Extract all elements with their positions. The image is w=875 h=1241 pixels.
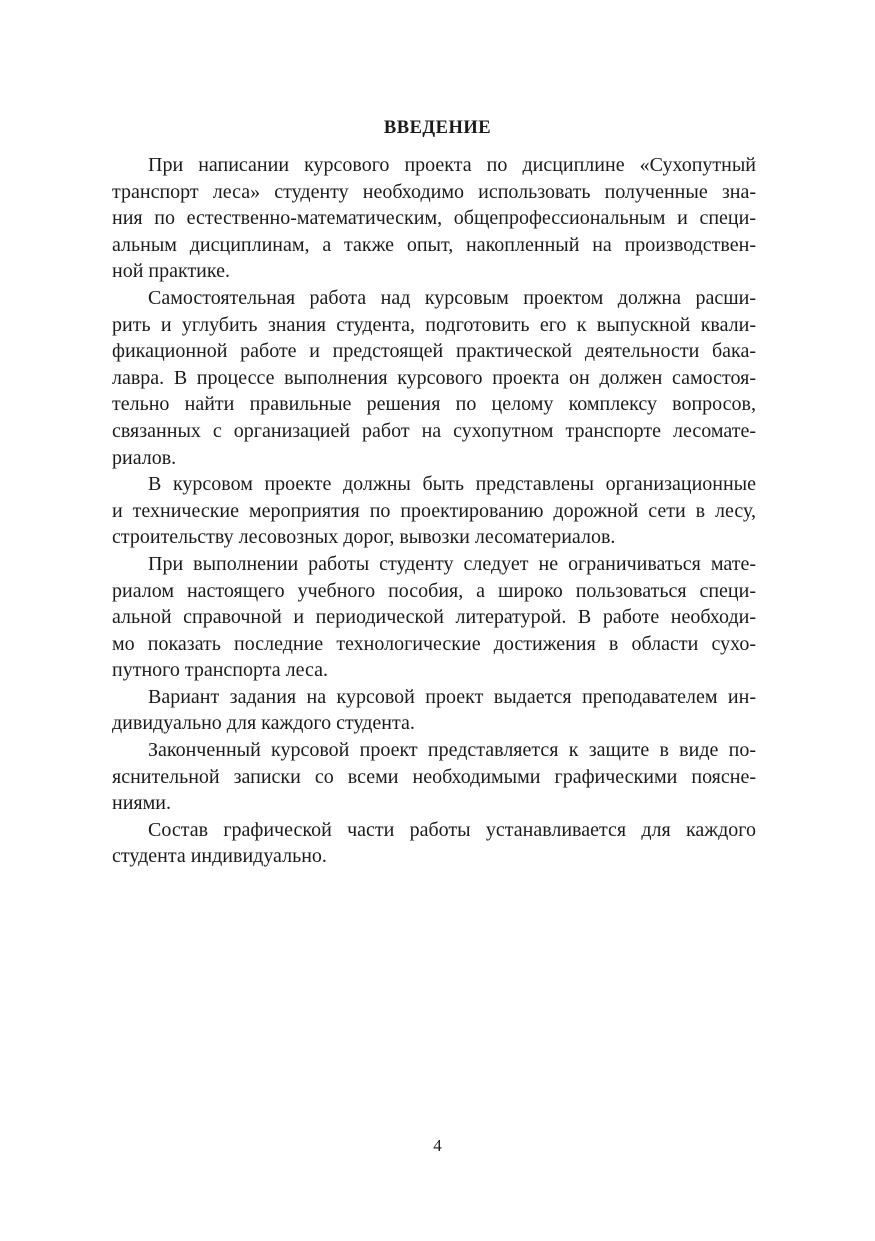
text-line: альной справочной и периодической литературой. В работе необходи- — [112, 606, 756, 629]
text-line: и технические мероприятия по проектированию дорожной сети в лесу, — [112, 499, 756, 522]
page-number: 4 — [433, 1136, 442, 1155]
text-line: студента индивидуально. — [112, 845, 327, 868]
text-line: Состав графической части работы устанавливается для каждого — [148, 818, 756, 841]
text-line: Законченный курсовой проект представляется к защите в виде по- — [148, 739, 756, 762]
text-line: дивидуально для каждого студента. — [112, 712, 415, 735]
paragraph — [112, 817, 756, 870]
text-line: При выполнении работы студенту следует не ограничиваться мате- — [148, 552, 756, 575]
paragraph — [112, 737, 756, 817]
text-line: строительству лесовозных дорог, вывозки лесоматериалов. — [112, 526, 616, 549]
text-line: альным дисциплинам, а также опыт, накопленный на производствен- — [112, 233, 756, 256]
text-line: риалом настоящего учебного пособия, а широко пользоваться специ- — [112, 579, 756, 602]
paragraph — [112, 684, 756, 737]
section-heading: ВВЕДЕНИЕ — [383, 118, 492, 138]
paragraph — [112, 152, 756, 285]
text-line: связанных с организацией работ на сухопутном транспорте лесомате- — [112, 419, 756, 442]
text-line: Вариант задания на курсовой проект выдается преподавателем ин- — [148, 685, 756, 708]
text-line: Самостоятельная работа над курсовым проектом должна расши- — [148, 286, 756, 309]
text-line: транспорт леса» студенту необходимо использовать полученные зна- — [112, 180, 756, 203]
text-line: фикационной работе и предстоящей практической деятельности бака- — [112, 340, 756, 363]
paragraph — [112, 285, 756, 471]
text-line: мо показать последние технологические достижения в области сухо- — [112, 632, 756, 655]
text-line: путного транспорта леса. — [112, 659, 328, 682]
body-text — [112, 152, 756, 870]
text-line: В курсовом проекте должны быть представлены организационные — [148, 473, 756, 496]
text-line: риалов. — [112, 446, 177, 469]
paragraph — [112, 471, 756, 551]
text-line: яснительной записки со всеми необходимыми графическими поясне- — [112, 765, 756, 788]
text-line: рить и углубить знания студента, подготовить его к выпускной квали- — [112, 313, 756, 336]
text-line: При написании курсового проекта по дисциплине «Сухопутный — [148, 154, 756, 176]
paragraph — [112, 551, 756, 684]
text-line: ной практике. — [112, 260, 230, 283]
text-line: лавра. В процессе выполнения курсового проекта он должен самостоя- — [112, 366, 756, 389]
text-line: тельно найти правильные решения по целому комплексу вопросов, — [112, 393, 756, 416]
text-line: ния по естественно-математическим, общепрофессиональным и специ- — [112, 207, 756, 230]
text-line: ниями. — [112, 792, 171, 815]
